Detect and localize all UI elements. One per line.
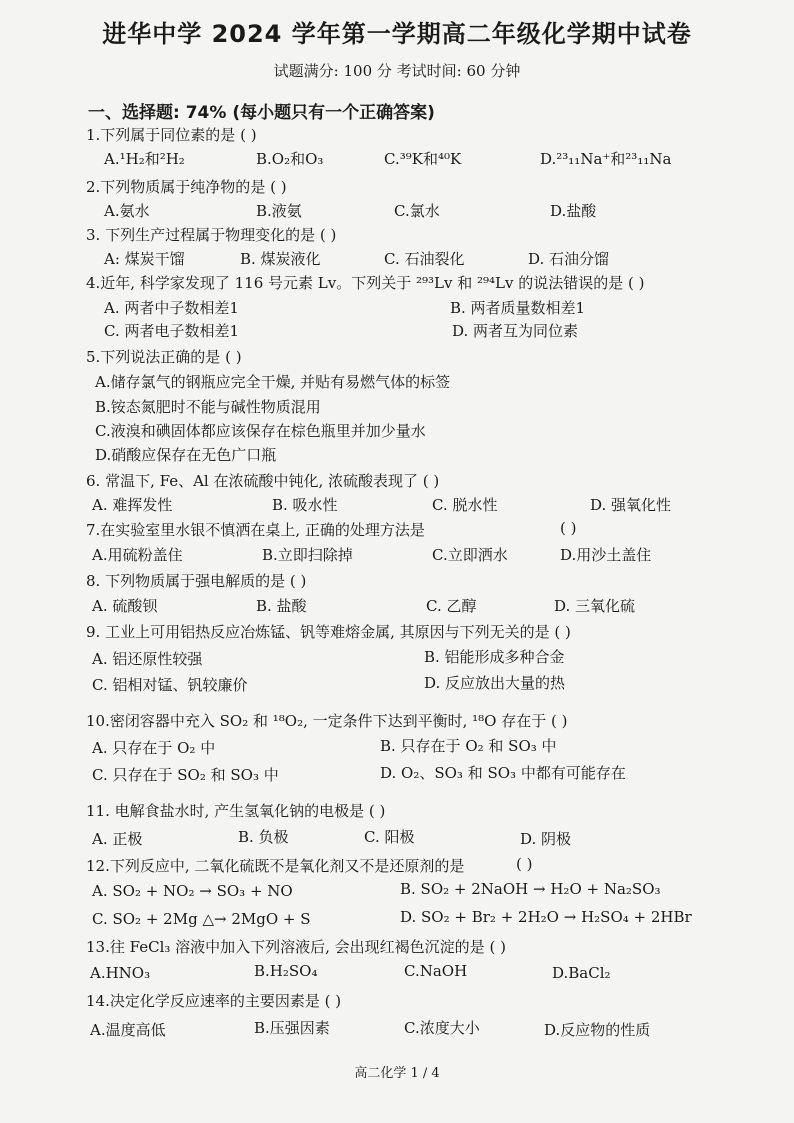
option: A.温度高低 [90,1021,166,1039]
option: A. 难挥发性 [92,496,173,514]
option: A.用硫粉盖住 [92,546,183,564]
option: D. 反应放出大量的热 [424,674,566,692]
option: D.²³₁₁Na⁺和²³₁₁Na [540,150,672,168]
option: D. 三氧化硫 [554,597,636,615]
question-stem: 5.下列说法正确的是 ( ) [86,348,242,366]
answer-paren: ( ) [560,519,577,537]
question-stem: 2.下列物质属于纯净物的是 ( ) [86,178,287,196]
option: B. 只存在于 O₂ 和 SO₃ 中 [380,737,557,755]
option: D. O₂、SO₃ 和 SO₃ 中都有可能存在 [380,764,626,782]
option: B. 负极 [238,828,289,846]
question-stem: 14.决定化学反应速率的主要因素是 ( ) [86,992,342,1010]
question-stem: 7.在实验室里水银不慎洒在桌上, 正确的处理方法是 [86,521,425,539]
option: B. 煤炭液化 [240,250,321,268]
option: A. 铝还原性较强 [92,650,203,668]
option: C. 两者电子数相差1 [104,322,240,340]
option: B. 铝能形成多种合金 [424,648,565,666]
option: A. SO₂ + NO₂ → SO₃ + NO [92,882,293,900]
option: D.用沙土盖住 [560,546,652,564]
option: A. 正极 [92,830,143,848]
answer-paren: ( ) [516,855,533,873]
option: A: 煤炭干馏 [104,250,185,268]
option: C.³⁹K和⁴⁰K [384,150,462,168]
option: B. 盐酸 [256,597,307,615]
option: D.反应物的性质 [544,1021,651,1039]
option: A.氨水 [104,202,150,220]
option: C.立即洒水 [432,546,508,564]
option: C. 只存在于 SO₂ 和 SO₃ 中 [92,766,279,784]
option: A. 只存在于 O₂ 中 [92,739,216,757]
option: D. 石油分馏 [528,250,610,268]
page-footer: 高二化学 1 / 4 [354,1066,440,1081]
question-stem: 8. 下列物质属于强电解质的是 ( ) [86,572,307,590]
option: C. SO₂ + 2Mg △→ 2MgO + S [92,910,311,928]
question-stem: 11. 电解食盐水时, 产生氢氧化钠的电极是 ( ) [86,802,386,820]
option: B. 吸水性 [272,496,338,514]
option: D. 两者互为同位素 [452,322,579,340]
option: A.HNO₃ [90,964,151,982]
option: B.立即扫除掉 [262,546,353,564]
option: D. SO₂ + Br₂ + 2H₂O → H₂SO₄ + 2HBr [400,908,692,926]
question-stem: 10.密闭容器中充入 SO₂ 和 ¹⁸O₂, 一定条件下达到平衡时, ¹⁸O 存在于 ( ) [86,712,568,730]
option: C.NaOH [404,962,468,980]
option: C. 乙醇 [426,597,477,615]
option: D. 强氧化性 [590,496,672,514]
option: A. 两者中子数相差1 [104,299,239,317]
option: C. 石油裂化 [384,250,465,268]
question-stem: 4.近年, 科学家发现了 116 号元素 Lv。下列关于 ²⁹³Lv 和 ²⁹⁴Lv 的说法错误的是 ( ) [86,274,645,292]
option: B. 两者质量数相差1 [450,299,586,317]
exam-info: 试题满分: 100 分 考试时间: 60 分钟 [273,62,521,80]
option: C.氯水 [394,202,440,220]
option: C. 铝相对锰、钒较廉价 [92,676,248,694]
option: B. SO₂ + 2NaOH → H₂O + Na₂SO₃ [400,880,661,898]
section-heading: 一、选择题: 74% (每小题只有一个正确答案) [88,103,435,123]
option: A.¹H₂和²H₂ [104,150,185,168]
option: D. 阴极 [520,830,572,848]
option: A. 硫酸钡 [92,597,158,615]
option: B.压强因素 [254,1019,330,1037]
question-stem: 6. 常温下, Fe、Al 在浓硫酸中钝化, 浓硫酸表现了 ( ) [86,472,440,490]
option: C. 脱水性 [432,496,498,514]
option: B.液氨 [256,202,302,220]
option: C.液溴和碘固体都应该保存在棕色瓶里并加少量水 [95,422,426,440]
question-stem: 1.下列属于同位素的是 ( ) [86,126,257,144]
option: B.铵态氮肥时不能与碱性物质混用 [95,398,321,416]
page-title: 进华中学 2024 学年第一学期高二年级化学期中试卷 [102,20,692,48]
option: D.硝酸应保存在无色广口瓶 [95,446,277,464]
option: C.浓度大小 [404,1019,480,1037]
question-stem: 3. 下列生产过程属于物理变化的是 ( ) [86,226,337,244]
question-stem: 12.下列反应中, 二氧化硫既不是氧化剂又不是还原剂的是 [86,857,465,875]
option: D.BaCl₂ [552,964,611,982]
option: B.H₂SO₄ [254,962,318,980]
option: B.O₂和O₃ [256,150,324,168]
question-stem: 9. 工业上可用铝热反应冶炼锰、钒等难熔金属, 其原因与下列无关的是 ( ) [86,623,571,641]
option: C. 阳极 [364,828,415,846]
option: D.盐酸 [550,202,597,220]
question-stem: 13.往 FeCl₃ 溶液中加入下列溶液后, 会出现红褐色沉淀的是 ( ) [86,938,506,956]
option: A.储存氯气的钢瓶应完全干燥, 并贴有易燃气体的标签 [95,373,451,391]
